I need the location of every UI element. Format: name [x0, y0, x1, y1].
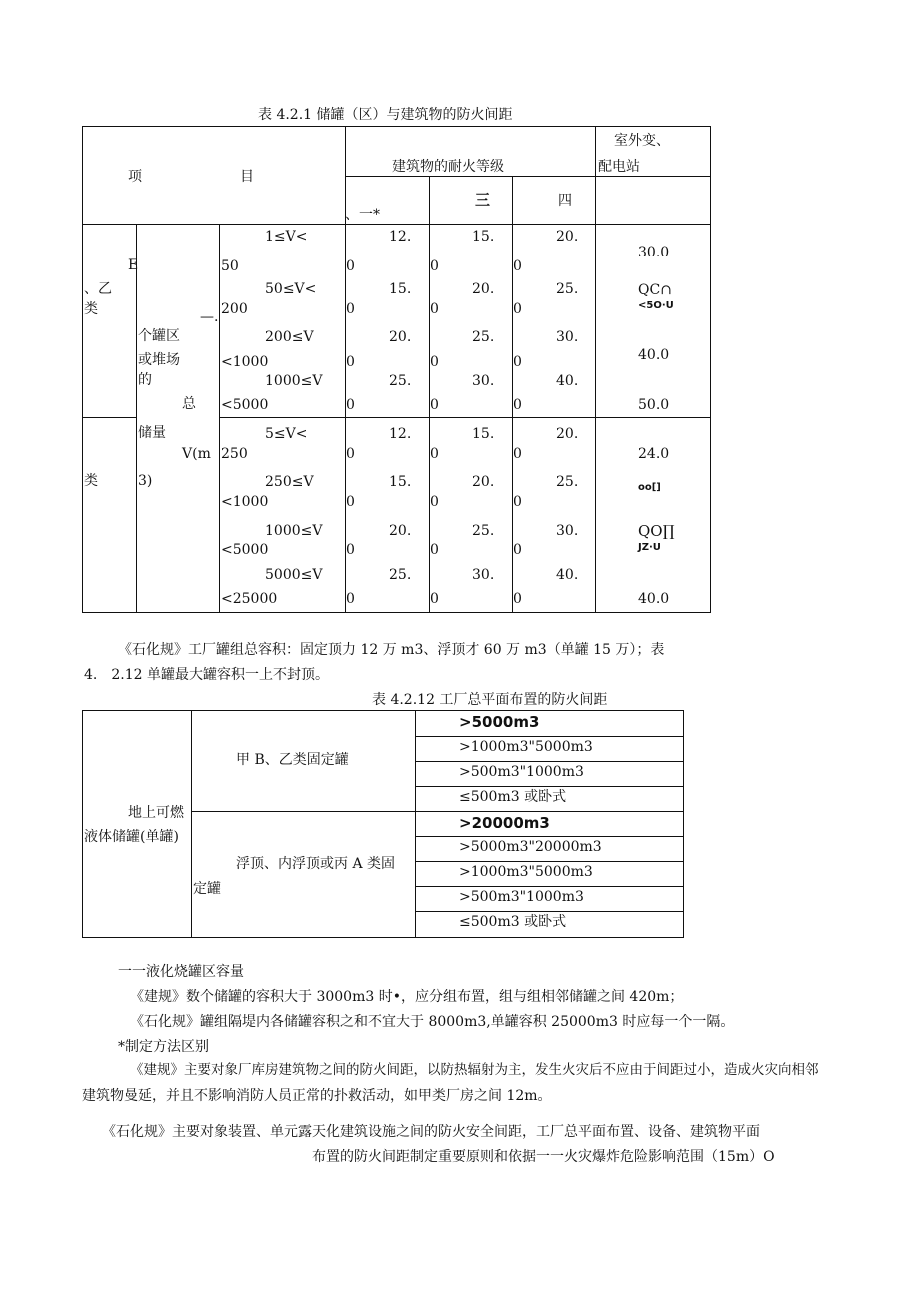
table-cell: 0	[513, 258, 522, 274]
table-cell: 0	[346, 258, 355, 274]
table-cell: 50≤V<	[265, 281, 317, 297]
para-7: 《石化规》主要对象装置、单元露天化建筑设施之间的防火安全间距，工厂总平面布置、设备、建筑物平面	[102, 1124, 760, 1140]
table-rule	[415, 786, 684, 787]
table-cell: 0	[430, 354, 439, 370]
list-item: ≤500m3 或卧式	[459, 789, 567, 805]
table-cell: 0	[430, 258, 439, 274]
list-item: >20000m3	[459, 814, 550, 832]
table-rule	[136, 224, 137, 613]
table-cell: 20.	[389, 523, 412, 539]
list-item: >1000m3"5000m3	[459, 739, 593, 755]
table1-title: 表 4.2.1 储罐（区）与建筑物的防火间距	[258, 107, 513, 123]
header-grade-1-2: 、一*	[345, 207, 380, 223]
mid-label-4: 的	[138, 372, 152, 388]
table-rule	[595, 126, 596, 613]
table-rule	[415, 911, 684, 912]
table-cell: 0	[513, 354, 522, 370]
para-8: 布置的防火间距制定重要原则和依据一一火灾爆炸危险影响范围（15m）O	[312, 1149, 775, 1165]
table-cell: 200≤V	[265, 329, 314, 345]
para-1: 一一液化烧罐区容量	[118, 964, 244, 980]
list-item: ≤500m3 或卧式	[459, 914, 567, 930]
table-cell: 0	[513, 542, 522, 558]
table-cell: 200	[221, 301, 248, 317]
table-cell: 20.	[472, 281, 495, 297]
table-rule	[82, 126, 711, 127]
table-cell: QO∏	[638, 522, 675, 540]
table-rule	[82, 224, 711, 225]
table-cell: 5000≤V	[265, 567, 323, 583]
table-rule	[219, 224, 220, 613]
table-cell: 40.	[556, 567, 579, 583]
table-cell: 20.	[472, 474, 495, 490]
table-rule	[82, 612, 711, 613]
table2-group1: 甲 B、乙类固定罐	[236, 752, 349, 768]
table-rule	[415, 736, 684, 737]
table-cell: 30.	[472, 373, 495, 389]
para-4: *制定方法区别	[118, 1039, 209, 1055]
table-cell: 1000≤V	[265, 523, 323, 539]
table-cell: QC∩	[638, 282, 672, 298]
table-cell: 0	[430, 494, 439, 510]
table-cell: <25000	[221, 591, 278, 607]
table-rule	[191, 710, 192, 938]
table-cell: 25.	[389, 567, 412, 583]
table-rule	[345, 176, 711, 177]
table-cell: 0	[430, 446, 439, 462]
table-cell: 50	[221, 258, 239, 274]
table-cell: oo[]	[638, 482, 661, 493]
table-rule	[82, 710, 684, 711]
table-cell: <5O·U	[638, 300, 674, 311]
table-cell: 250	[221, 446, 248, 462]
table-cell: 15.	[472, 426, 495, 442]
mid-label-8: 3)	[138, 473, 153, 489]
table-cell: 40.0	[638, 591, 670, 607]
table-cell: 25.	[556, 281, 579, 297]
mid-label-2: 个罐区	[138, 328, 180, 344]
para-6: 建筑物曼延，并且不影响消防人员正常的扑救活动，如甲类厂房之间 12m。	[82, 1088, 552, 1104]
para-5: 《建规》主要对象厂库房建筑物之间的防火间距，以防热辐射为主，发生火灾后不应由于间距过小，造成火灾向相邻	[130, 1062, 819, 1078]
table-cell: 0	[513, 397, 522, 413]
para-2: 《建规》数个储罐的容积大于 3000m3 时•，应分组布置，组与组相邻储罐之间 420m；	[130, 989, 684, 1005]
mid-label-1: —.	[200, 309, 219, 325]
table-cell: 20.	[556, 426, 579, 442]
table-rule	[683, 710, 684, 938]
table-cell: 250≤V	[265, 474, 314, 490]
table-cell: <1000	[221, 494, 269, 510]
mid-label-5: 总	[182, 396, 196, 412]
table-cell: 25.	[472, 329, 495, 345]
mid-label-3: 或堆场	[138, 352, 180, 368]
table-cell: 0	[346, 446, 355, 462]
header-item: 项 目	[128, 169, 254, 185]
table-cell: 0	[513, 446, 522, 462]
table2-title: 表 4.2.12 工厂总平面布置的防火间距	[372, 692, 608, 708]
list-item: >500m3"1000m3	[459, 764, 584, 780]
note1-line2: 4. 2.12 单罐最大罐容积一上不封顶。	[84, 667, 329, 683]
header-grade-4: 四	[558, 193, 572, 209]
table-rule	[415, 836, 684, 837]
table-cell: 0	[346, 397, 355, 413]
table-cell: 30.	[472, 567, 495, 583]
note1-line1: 《石化规》工厂罐组总容积：固定顶力 12 万 m3、浮顶才 60 万 m3（单罐 15 万）；表	[118, 642, 665, 658]
table-cell: 0	[513, 301, 522, 317]
table-cell: 0	[513, 494, 522, 510]
table-rule	[82, 126, 83, 613]
list-item: >1000m3"5000m3	[459, 864, 593, 880]
table2-group2-line1: 浮顶、内浮顶或丙 A 类固	[236, 856, 396, 872]
table-rule	[82, 937, 684, 938]
list-item: >5000m3	[459, 713, 540, 731]
table-cell: 1≤V<	[265, 229, 308, 245]
mid-label-6: 储量	[138, 425, 166, 441]
group-a-label-2: 、乙	[84, 281, 112, 297]
group-a-label-3: 类	[84, 301, 98, 317]
table-cell: 0	[430, 397, 439, 413]
table-cell: 12.	[389, 426, 412, 442]
table-cell: 0	[346, 301, 355, 317]
table-cell: <5000	[221, 397, 269, 413]
table-cell: 30.0	[638, 246, 670, 256]
table-rule	[82, 710, 83, 938]
table-rule	[415, 710, 416, 938]
table-cell: 0	[513, 591, 522, 607]
table-cell: 0	[430, 301, 439, 317]
table-cell: 12.	[389, 229, 412, 245]
table-cell: 0	[346, 354, 355, 370]
table-cell: 5≤V<	[265, 426, 308, 442]
table-cell: 50.0	[638, 397, 670, 413]
table-rule	[219, 417, 711, 418]
list-item: >500m3"1000m3	[459, 889, 584, 905]
table-rule	[191, 811, 684, 812]
table-cell: 0	[430, 542, 439, 558]
table-cell: <5000	[221, 542, 269, 558]
table-cell: 30.	[556, 329, 579, 345]
table-cell: 15.	[389, 474, 412, 490]
table-cell: 15.	[389, 281, 412, 297]
table-cell: 40.0	[638, 347, 670, 363]
table2-left-label-2: 液体储罐(单罐)	[84, 829, 179, 845]
group-a-label-1: E	[128, 257, 139, 273]
header-substation-2: 配电站	[598, 159, 640, 175]
table-cell: 0	[430, 591, 439, 607]
table-cell: 24.0	[638, 446, 670, 462]
table-cell: 15.	[472, 229, 495, 245]
table-rule	[82, 417, 136, 418]
table-rule	[415, 761, 684, 762]
table-cell: 20.	[389, 329, 412, 345]
para-3: 《石化规》罐组隔堤内各储罐容积之和不宜大于 8000m3,单罐容积 25000m3 时应每一个一隔。	[130, 1014, 735, 1030]
table-rule	[415, 886, 684, 887]
table-cell: 25.	[556, 474, 579, 490]
table-cell: 0	[346, 494, 355, 510]
table-cell: JZ·U	[638, 542, 661, 553]
table2-left-label-1: 地上可燃	[128, 805, 184, 821]
table-rule	[415, 861, 684, 862]
header-substation-1: 室外变、	[614, 133, 670, 149]
table-cell: <1000	[221, 354, 269, 370]
table-cell: 40.	[556, 373, 579, 389]
group-b-label: 类	[84, 473, 98, 489]
list-item: >5000m3"20000m3	[459, 839, 602, 855]
table-cell: 1000≤V	[265, 373, 323, 389]
table-cell: 0	[346, 542, 355, 558]
table-cell: 0	[346, 591, 355, 607]
header-fire-rating: 建筑物的耐火等级	[392, 159, 504, 175]
table2-group2-line2: 定罐	[193, 881, 221, 897]
mid-label-7: V(m	[182, 446, 211, 462]
header-grade-3: 三	[475, 191, 491, 209]
table-cell: 25.	[389, 373, 412, 389]
table-cell: 25.	[472, 523, 495, 539]
table-cell: 20.	[556, 229, 579, 245]
table-rule	[710, 126, 711, 613]
table-rule	[596, 256, 710, 262]
table-cell: 30.	[556, 523, 579, 539]
